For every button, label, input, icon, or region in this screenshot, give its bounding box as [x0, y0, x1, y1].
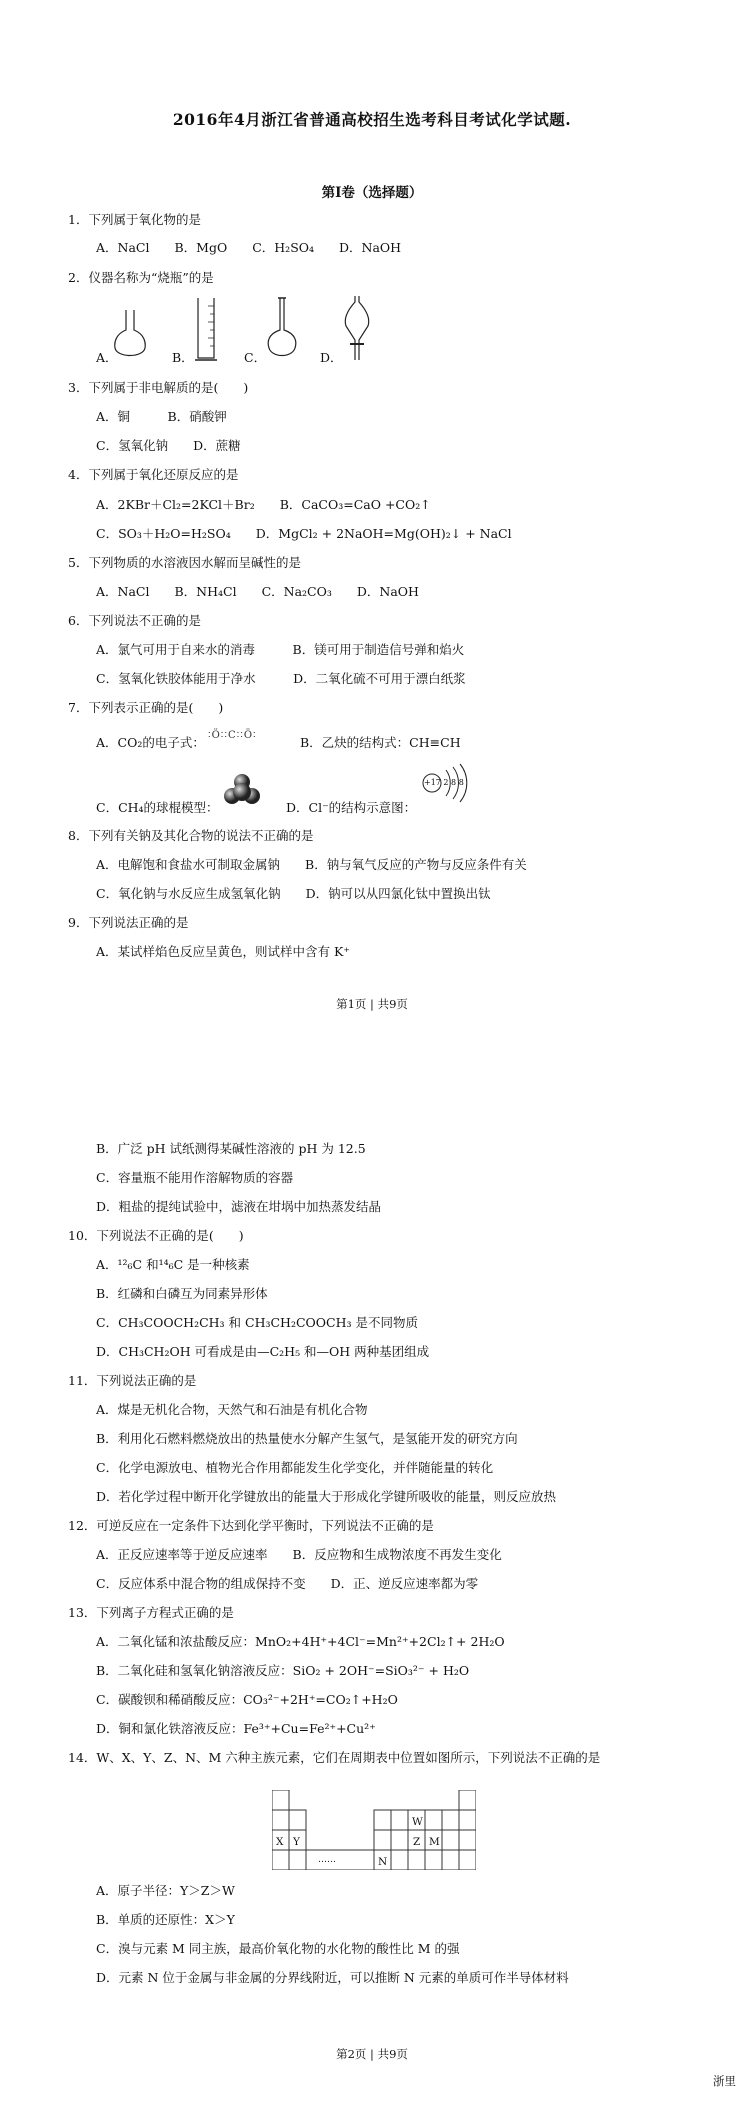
q3-options-row2: C．氢氧化钠 D．蔗糖 [96, 438, 241, 453]
q10-option-c: C．CH₃COOCH₂CH₃ 和 CH₃CH₂COOCH₃ 是不同物质 [96, 1315, 418, 1330]
q1-stem: 1．下列属于氧化物的是 [68, 212, 201, 227]
q10-option-d: D．CH₃CH₂OH 可看成是由—C₂H₅ 和—OH 两种基团组成 [96, 1344, 430, 1359]
q2-stem: 2．仪器名称为“烧瓶”的是 [68, 270, 214, 285]
q4-options-row1: A．2KBr＋Cl₂=2KCl＋Br₂ B．CaCO₃=CaO +CO₂↑ [96, 497, 431, 512]
q2-option-d: D． [320, 350, 343, 365]
q11-option-c: C．化学电源放电、植物光合作用都能发生化学变化，并伴随能量的转化 [96, 1460, 494, 1475]
q14-option-c: C．溴与元素 M 同主族，最高价氧化物的水化物的酸性比 M 的强 [96, 1941, 460, 1956]
q10-option-b: B．红磷和白磷互为同素异形体 [96, 1286, 268, 1301]
page1-footer: 第1页 | 共9页 [336, 997, 408, 1011]
q13-option-b: B．二氧化硅和氢氧化钠溶液反应：SiO₂ + 2OH⁻=SiO₃²⁻ + H₂O [96, 1663, 470, 1678]
corner-watermark: 浙里 [713, 2074, 736, 2088]
q3-stem: 3．下列属于非电解质的是( ) [68, 380, 249, 395]
q6-options-row1: A．氯气可用于自来水的消毒 B．镁可用于制造信号弹和焰火 [96, 642, 465, 657]
q9-stem: 9．下列说法正确的是 [68, 915, 189, 930]
q12-stem: 12．可逆反应在一定条件下达到化学平衡时，下列说法不正确的是 [68, 1518, 434, 1533]
q8-stem: 8．下列有关钠及其化合物的说法不正确的是 [68, 828, 314, 843]
element-gap-dots: …… [318, 1855, 336, 1865]
q4-options-row2: C．SO₃＋H₂O=H₂SO₄ D．MgCl₂ + 2NaOH=Mg(OH)₂↓ + NaCl [96, 526, 512, 541]
q7-option-d: D．Cl⁻的结构示意图： [286, 800, 417, 815]
q4-stem: 4．下列属于氧化还原反应的是 [68, 467, 239, 482]
q9-option-a: A．某试样焰色反应呈黄色，则试样中含有 K⁺ [96, 944, 350, 959]
q9-option-d: D．粗盐的提纯试验中，滤液在坩埚中加热蒸发结晶 [96, 1199, 382, 1214]
q13-option-a: A．二氧化锰和浓盐酸反应：MnO₂+4H⁺+4Cl⁻=Mn²⁺+2Cl₂↑+ 2H₂O [96, 1634, 505, 1649]
q7-stem: 7．下列表示正确的是( ) [68, 700, 224, 715]
separatory-funnel-icon [338, 294, 376, 366]
q8-options-row2: C．氧化钠与水反应生成氢氧化钠 D．钠可以从四氯化钛中置换出钛 [96, 886, 491, 901]
q2-option-b: B． [172, 350, 194, 365]
q11-option-d: D．若化学过程中断开化学键放出的能量大于形成化学键所吸收的能量，则反应放热 [96, 1489, 557, 1504]
periodic-table-diagram [272, 1790, 476, 1870]
q1-options: A．NaCl B．MgO C．H₂SO₄ D．NaOH [96, 240, 402, 255]
q13-option-c: C．碳酸钡和稀硝酸反应：CO₃²⁻+2H⁺=CO₂↑+H₂O [96, 1692, 398, 1707]
q12-options-row2: C．反应体系中混合物的组成保持不变 D．正、逆反应速率都为零 [96, 1576, 479, 1591]
graduated-cylinder-icon [192, 296, 222, 366]
element-m: M [429, 1836, 440, 1848]
page2-footer: 第2页 | 共9页 [336, 2047, 408, 2061]
q11-option-a: A．煤是无机化合物，天然气和石油是有机化合物 [96, 1402, 368, 1417]
q14-option-d: D．元素 N 位于金属与非金属的分界线附近，可以推断 N 元素的单质可作半导体材料 [96, 1970, 569, 1985]
q3-options-row1: A．铜 B．硝酸钾 [96, 409, 227, 424]
q14-option-b: B．单质的还原性：X＞Y [96, 1912, 235, 1927]
q6-stem: 6．下列说法不正确的是 [68, 613, 201, 628]
q7-option-c: C．CH₄的球棍模型： [96, 800, 219, 815]
methane-ball-model-icon [222, 772, 262, 808]
q5-stem: 5．下列物质的水溶液因水解而呈碱性的是 [68, 555, 301, 570]
q11-option-b: B．利用化石燃料燃烧放出的热量使水分解产生氢气，是氢能开发的研究方向 [96, 1431, 518, 1446]
element-n: N [378, 1856, 388, 1868]
q13-stem: 13．下列离子方程式正确的是 [68, 1605, 234, 1620]
q6-options-row2: C．氢氧化铁胶体能用于净水 D．二氧化硫不可用于漂白纸浆 [96, 671, 466, 686]
q11-stem: 11．下列说法正确的是 [68, 1373, 197, 1388]
q10-stem: 10．下列说法不正确的是( ) [68, 1228, 244, 1243]
q2-option-c: C． [244, 350, 267, 365]
section-heading: 第Ⅰ卷（选择题） [321, 185, 423, 201]
q7-option-a: A．CO₂的电子式： [96, 735, 205, 750]
element-x: X [276, 1836, 284, 1848]
q13-option-d: D．铜和氯化铁溶液反应：Fe³⁺+Cu=Fe²⁺+Cu²⁺ [96, 1721, 376, 1736]
q14-stem: 14．W、X、Y、Z、N、M 六种主族元素，它们在周期表中位置如图所示，下列说法不正确的是 [68, 1750, 601, 1765]
chloride-ion-label: +17 2 8 8 [424, 778, 464, 787]
page-title: 2016年4月浙江省普通高校招生选考科目考试化学试题. [172, 110, 572, 129]
volumetric-flask-icon [264, 296, 300, 364]
round-flask-icon [112, 308, 148, 362]
co2-electron-formula: ∶Ö∶∶C∶∶Ö∶ [208, 730, 257, 741]
q2-option-a: A． [96, 350, 118, 365]
q8-options-row1: A．电解饱和食盐水可制取金属钠 B．钠与氧气反应的产物与反应条件有关 [96, 857, 527, 872]
q14-option-a: A．原子半径：Y＞Z＞W [96, 1883, 235, 1898]
element-y: Y [293, 1836, 300, 1848]
q9-option-c: C．容量瓶不能用作溶解物质的容器 [96, 1170, 294, 1185]
q9-option-b: B．广泛 pH 试纸测得某碱性溶液的 pH 为 12.5 [96, 1141, 366, 1156]
element-z: Z [413, 1836, 421, 1848]
q7-option-b: B．乙炔的结构式：CH≡CH [300, 735, 461, 750]
element-w: W [412, 1816, 423, 1828]
q5-options: A．NaCl B．NH₄Cl C．Na₂CO₃ D．NaOH [96, 584, 419, 599]
q12-options-row1: A．正反应速率等于逆反应速率 B．反应物和生成物浓度不再发生变化 [96, 1547, 502, 1562]
q10-option-a: A．¹²₆C 和¹⁴₆C 是一种核素 [96, 1257, 250, 1272]
